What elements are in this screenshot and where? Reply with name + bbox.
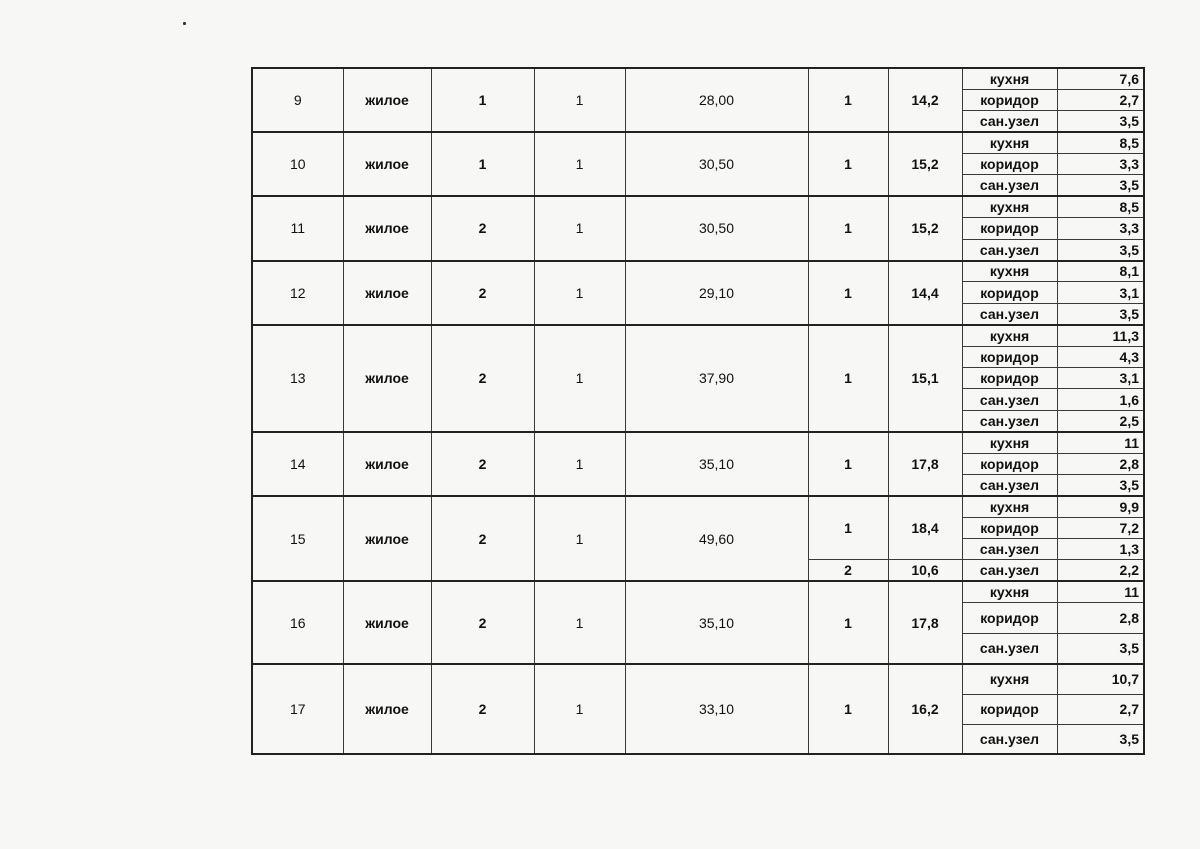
- unit-number: 17: [252, 664, 343, 754]
- unit-total-area: 49,60: [625, 496, 808, 582]
- unit-floor: 1: [431, 68, 534, 132]
- aux-room-area: 2,2: [1057, 560, 1144, 581]
- aux-room-name: кухня: [962, 496, 1057, 517]
- unit-purpose: жилое: [343, 325, 431, 432]
- aux-room-area: 3,5: [1057, 474, 1144, 495]
- aux-room-name: коридор: [962, 346, 1057, 367]
- unit-purpose: жилое: [343, 132, 431, 196]
- table-row: [252, 261, 1144, 282]
- table-row: [252, 68, 1144, 89]
- aux-room-area: 3,3: [1057, 218, 1144, 239]
- room-area: 17,8: [888, 581, 962, 664]
- aux-room-area: 3,3: [1057, 154, 1144, 175]
- aux-room-area: 8,1: [1057, 261, 1144, 282]
- aux-room-area: 1,3: [1057, 539, 1144, 560]
- scan-speck: [183, 22, 186, 25]
- unit-floor: 2: [431, 664, 534, 754]
- aux-room-area: 10,7: [1057, 664, 1144, 695]
- room-area: 15,1: [888, 325, 962, 432]
- unit-count: 1: [534, 496, 625, 582]
- unit-floor: 2: [431, 325, 534, 432]
- unit-count: 1: [534, 196, 625, 260]
- aux-room-area: 2,8: [1057, 453, 1144, 474]
- aux-room-name: коридор: [962, 453, 1057, 474]
- unit-floor: 2: [431, 496, 534, 582]
- aux-room-name: коридор: [962, 367, 1057, 388]
- room-area: 15,2: [888, 132, 962, 196]
- aux-room-name: кухня: [962, 68, 1057, 89]
- aux-room-name: сан.узел: [962, 303, 1057, 324]
- unit-purpose: жилое: [343, 496, 431, 582]
- room-number: 1: [808, 68, 888, 132]
- room-number: 1: [808, 325, 888, 432]
- aux-room-name: сан.узел: [962, 560, 1057, 581]
- unit-purpose: жилое: [343, 68, 431, 132]
- aux-room-name: коридор: [962, 603, 1057, 634]
- aux-room-name: сан.узел: [962, 474, 1057, 495]
- aux-room-area: 3,5: [1057, 239, 1144, 260]
- aux-room-area: 3,5: [1057, 633, 1144, 664]
- unit-purpose: жилое: [343, 664, 431, 754]
- table-row: [252, 432, 1144, 453]
- premises-table: [251, 67, 1145, 755]
- unit-purpose: жилое: [343, 432, 431, 496]
- table-row: [252, 664, 1144, 695]
- aux-room-name: кухня: [962, 132, 1057, 153]
- room-number: 1: [808, 132, 888, 196]
- unit-count: 1: [534, 432, 625, 496]
- aux-room-area: 3,5: [1057, 111, 1144, 132]
- unit-total-area: 30,50: [625, 132, 808, 196]
- room-area: 16,2: [888, 664, 962, 754]
- room-number: 1: [808, 432, 888, 496]
- unit-total-area: 33,10: [625, 664, 808, 754]
- aux-room-area: 3,5: [1057, 303, 1144, 324]
- aux-room-area: 9,9: [1057, 496, 1144, 517]
- unit-total-area: 28,00: [625, 68, 808, 132]
- table-body: [252, 68, 1144, 754]
- aux-room-area: 1,6: [1057, 389, 1144, 410]
- aux-room-area: 3,5: [1057, 175, 1144, 196]
- table-row: [252, 325, 1144, 346]
- unit-floor: 2: [431, 581, 534, 664]
- aux-room-name: сан.узел: [962, 175, 1057, 196]
- unit-number: 15: [252, 496, 343, 582]
- unit-number: 14: [252, 432, 343, 496]
- aux-room-area: 2,8: [1057, 603, 1144, 634]
- unit-total-area: 35,10: [625, 432, 808, 496]
- unit-count: 1: [534, 261, 625, 325]
- unit-count: 1: [534, 325, 625, 432]
- aux-room-area: 3,5: [1057, 724, 1144, 754]
- aux-room-name: коридор: [962, 218, 1057, 239]
- room-area: 10,6: [888, 560, 962, 581]
- aux-room-area: 8,5: [1057, 196, 1144, 217]
- unit-purpose: жилое: [343, 261, 431, 325]
- aux-room-name: кухня: [962, 432, 1057, 453]
- unit-number: 16: [252, 581, 343, 664]
- aux-room-name: сан.узел: [962, 239, 1057, 260]
- aux-room-name: сан.узел: [962, 633, 1057, 664]
- aux-room-area: 11: [1057, 581, 1144, 602]
- unit-number: 12: [252, 261, 343, 325]
- aux-room-name: сан.узел: [962, 410, 1057, 431]
- aux-room-area: 11,3: [1057, 325, 1144, 346]
- aux-room-name: кухня: [962, 325, 1057, 346]
- room-number: 1: [808, 261, 888, 325]
- aux-room-name: коридор: [962, 89, 1057, 110]
- unit-count: 1: [534, 68, 625, 132]
- unit-total-area: 30,50: [625, 196, 808, 260]
- aux-room-area: 7,6: [1057, 68, 1144, 89]
- unit-floor: 1: [431, 132, 534, 196]
- unit-total-area: 35,10: [625, 581, 808, 664]
- table-row: [252, 496, 1144, 517]
- unit-purpose: жилое: [343, 581, 431, 664]
- aux-room-area: 4,3: [1057, 346, 1144, 367]
- unit-floor: 2: [431, 196, 534, 260]
- aux-room-name: кухня: [962, 196, 1057, 217]
- room-area: 15,2: [888, 196, 962, 260]
- unit-count: 1: [534, 132, 625, 196]
- room-area: 14,2: [888, 68, 962, 132]
- aux-room-area: 8,5: [1057, 132, 1144, 153]
- aux-room-name: кухня: [962, 261, 1057, 282]
- room-number: 1: [808, 664, 888, 754]
- room-area: 18,4: [888, 496, 962, 560]
- table-row: [252, 581, 1144, 602]
- room-number: 2: [808, 560, 888, 581]
- aux-room-name: кухня: [962, 664, 1057, 695]
- room-number: 1: [808, 196, 888, 260]
- aux-room-name: коридор: [962, 282, 1057, 303]
- unit-number: 11: [252, 196, 343, 260]
- aux-room-area: 2,7: [1057, 695, 1144, 725]
- unit-floor: 2: [431, 261, 534, 325]
- aux-room-name: сан.узел: [962, 111, 1057, 132]
- unit-total-area: 29,10: [625, 261, 808, 325]
- aux-room-name: сан.узел: [962, 724, 1057, 754]
- aux-room-area: 11: [1057, 432, 1144, 453]
- unit-floor: 2: [431, 432, 534, 496]
- unit-number: 13: [252, 325, 343, 432]
- aux-room-area: 3,1: [1057, 367, 1144, 388]
- aux-room-area: 2,7: [1057, 89, 1144, 110]
- aux-room-name: коридор: [962, 517, 1057, 538]
- unit-number: 9: [252, 68, 343, 132]
- unit-count: 1: [534, 581, 625, 664]
- aux-room-name: кухня: [962, 581, 1057, 602]
- room-number: 1: [808, 496, 888, 560]
- unit-number: 10: [252, 132, 343, 196]
- aux-room-area: 3,1: [1057, 282, 1144, 303]
- aux-room-name: коридор: [962, 154, 1057, 175]
- unit-purpose: жилое: [343, 196, 431, 260]
- aux-room-name: коридор: [962, 695, 1057, 725]
- unit-total-area: 37,90: [625, 325, 808, 432]
- table-row: [252, 132, 1144, 153]
- room-area: 14,4: [888, 261, 962, 325]
- aux-room-area: 2,5: [1057, 410, 1144, 431]
- unit-count: 1: [534, 664, 625, 754]
- table-row: [252, 196, 1144, 217]
- room-number: 1: [808, 581, 888, 664]
- aux-room-name: сан.узел: [962, 389, 1057, 410]
- aux-room-name: сан.узел: [962, 539, 1057, 560]
- aux-room-area: 7,2: [1057, 517, 1144, 538]
- room-area: 17,8: [888, 432, 962, 496]
